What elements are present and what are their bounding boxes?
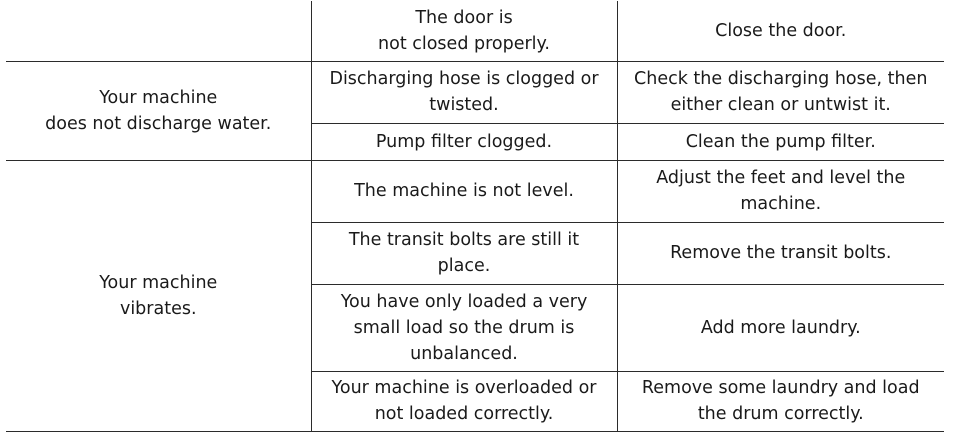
cause-cell: You have only loaded a very small load so the drum is unbalanced.	[311, 284, 617, 371]
table-row	[6, 1, 944, 61]
solution-cell: Add more laundry.	[617, 284, 944, 371]
solution-cell: Remove some laundry and load the drum correctly.	[617, 371, 944, 431]
problem-cell	[6, 1, 311, 61]
solution-cell: Clean the pump filter.	[617, 123, 944, 160]
cause-cell: Your machine is overloaded or not loaded correctly.	[311, 371, 617, 431]
cause-cell: The transit bolts are still it place.	[311, 222, 617, 284]
cause-cell: The door is not closed properly.	[311, 1, 617, 61]
table-row	[6, 61, 944, 123]
solution-cell: Close the door.	[617, 1, 944, 61]
troubleshooting-table	[6, 1, 944, 432]
problem-cell: Your machine vibrates.	[6, 160, 311, 431]
table-row	[6, 160, 944, 222]
problem-cell: Your machine does not discharge water.	[6, 61, 311, 160]
solution-cell: Remove the transit bolts.	[617, 222, 944, 284]
cause-cell: The machine is not level.	[311, 160, 617, 222]
cause-cell: Discharging hose is clogged or twisted.	[311, 61, 617, 123]
cause-cell: Pump filter clogged.	[311, 123, 617, 160]
solution-cell: Check the discharging hose, then either clean or untwist it.	[617, 61, 944, 123]
solution-cell: Adjust the feet and level the machine.	[617, 160, 944, 222]
